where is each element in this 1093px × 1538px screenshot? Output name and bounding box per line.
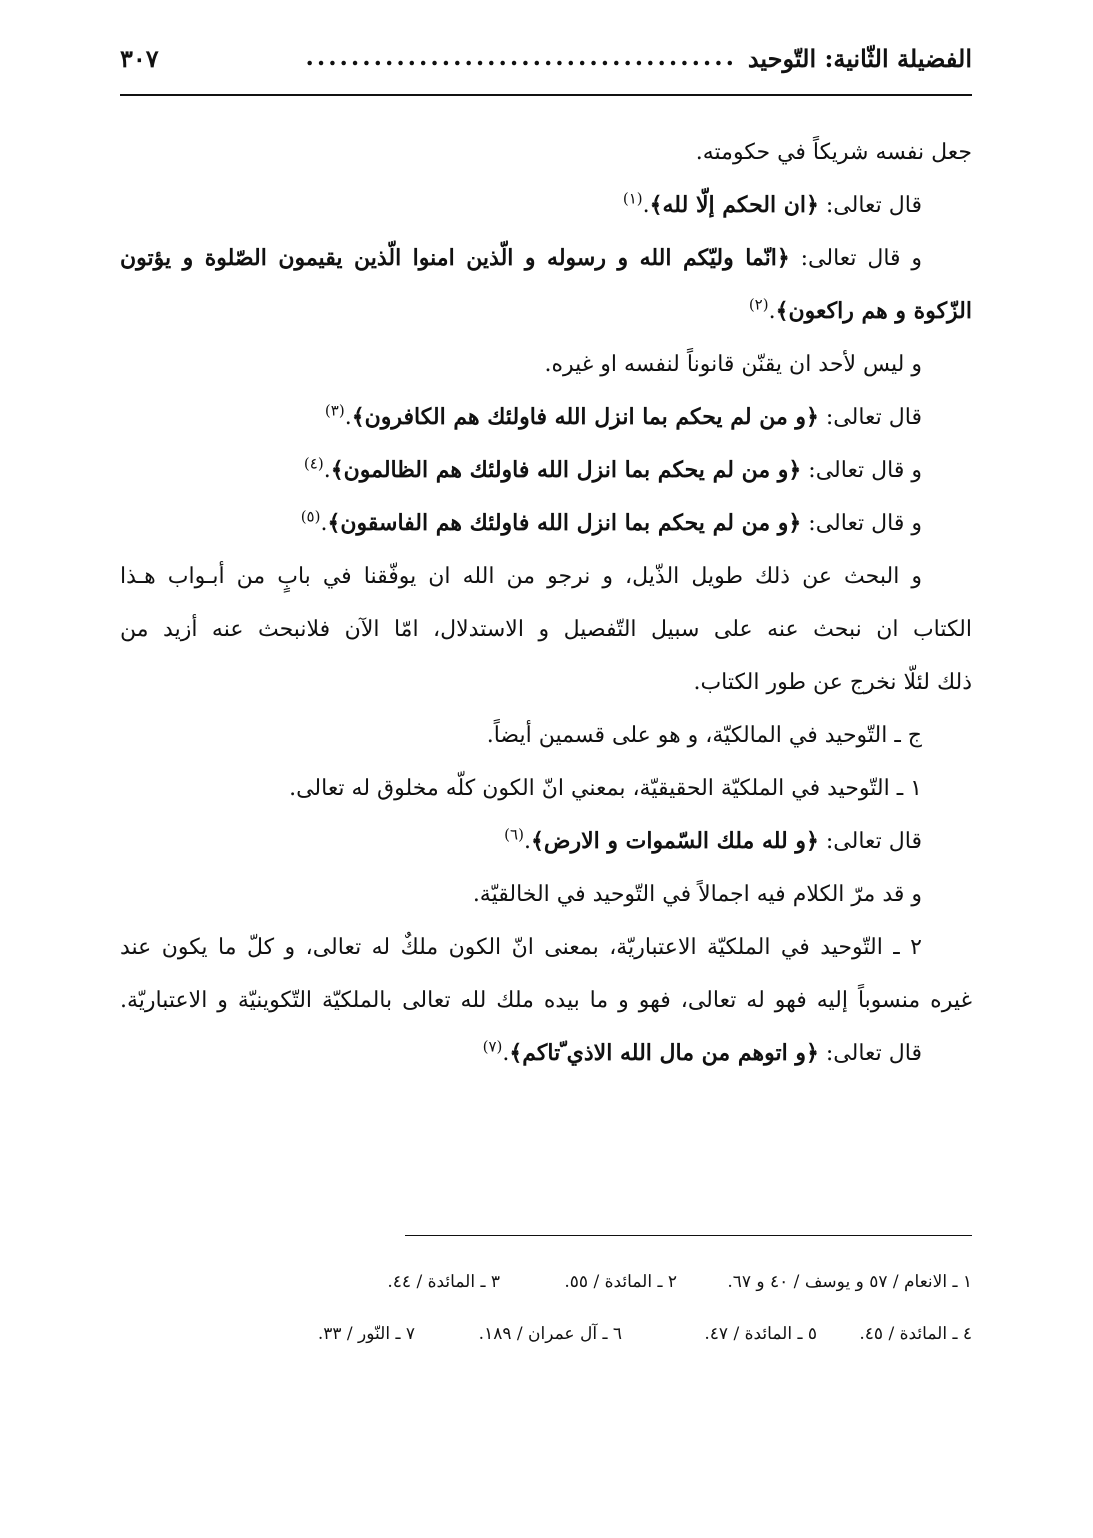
footnote-divider — [405, 1235, 972, 1236]
quran-quote: ﴿و من لم يحكم بما انزل الله فاولئك هم الظالمون﴾ — [330, 457, 802, 483]
verse-line: قال تعالى: ﴿و من لم يحكم بما انزل الله فاولئك هم الكافرون﴾.$^{(٣)}$ — [324, 401, 922, 430]
quran-quote: ﴿انّما وليّكم الله و رسوله و الّذين امنوا الّذين يقيمون الصّلوة و يؤتون — [120, 245, 790, 271]
leader-dots: ...................................... — [305, 42, 737, 71]
verse-line: و قال تعالى: ﴿و من لم يحكم بما انزل الله فاولئك هم الفاسقون﴾.$^{(٥)}$ — [300, 507, 922, 536]
quran-quote: ﴿و لله ملك السّموات و الارض﴾ — [530, 828, 819, 854]
quran-quote: ﴿و من لم يحكم بما انزل الله فاولئك هم الكافرون﴾ — [351, 404, 819, 430]
text-line: جعل نفسه شريكاً في حكومته. — [695, 140, 972, 165]
quran-quote: ﴿و اتوهم من مال الله الاذي ّتاكم﴾ — [509, 1040, 819, 1066]
text-line: ٢ ـ التّوحيد في الملكيّة الاعتباريّة، بمعنى انّ الكون ملكٌ له تعالى، و كلّ ما يكون عند — [120, 935, 922, 960]
text-line: الكتاب ان نبحث عنه على سبيل التّفصيل و الاستدلال، امّا الآن فلانبحث عنه أزيد من — [120, 617, 972, 642]
page-number: ٣٠٧ — [120, 44, 159, 73]
quran-quote: ﴿ان الحكم إلّا لله﴾ — [649, 192, 819, 218]
footnote-ref: (٥) — [300, 507, 321, 526]
footnote-ref: (٦) — [504, 825, 524, 844]
text-line: غيره منسوباً إليه فهو له تعالى، فهو و ما بيده ملك لله تعالى بالملكيّة التّكوينيّة و الاعتباريّة. — [120, 988, 972, 1013]
footnote: ١ ـ الانعام / ٥٧ و يوسف / ٤٠ و ٦٧. — [727, 1272, 972, 1292]
text-line: و البحث عن ذلك طويل الذّيل، و نرجو من الله ان يوفّقنا في بابٍ من أبـواب هـذا — [120, 564, 922, 589]
quran-quote: الزّكوة و هم راكعون﴾ — [775, 298, 972, 324]
text-line: ذلك لئلّا نخرج عن طور الكتاب. — [693, 670, 972, 695]
main-text — [120, 126, 972, 1080]
text-line: ١ ـ التّوحيد في الملكيّة الحقيقيّة، بمعني انّ الكون كلّه مخلوق له تعالى. — [289, 776, 922, 801]
chapter-title: الفضيلة الثّانية: التّوحيد — [747, 44, 972, 73]
footnote: ٢ ـ المائدة / ٥٥. — [564, 1272, 677, 1292]
footnote-ref: (٣) — [324, 401, 345, 420]
footnote: ٧ ـ النّور / ٣٣. — [317, 1324, 415, 1344]
verse-line: و قال تعالى: ﴿و من لم يحكم بما انزل الله فاولئك هم الظالمون﴾.$^{(٤)}$ — [303, 454, 922, 483]
verse-line: قال تعالى: ﴿ان الحكم إلّا لله﴾.$^{(١)}$ — [622, 189, 922, 218]
verse-line: قال تعالى: ﴿و لله ملك السّموات و الارض﴾.$^{(٦)}$ — [504, 825, 922, 854]
verse-line: و قال تعالى: ﴿انّما وليّكم الله و رسوله و الّذين امنوا الّذين يقيمون الصّلوة و يؤتون — [120, 245, 922, 271]
running-header — [120, 38, 972, 96]
footnote: ٥ ـ المائدة / ٤٧. — [704, 1324, 817, 1344]
footnote-ref: (٧) — [482, 1037, 503, 1056]
footnote-ref: (١) — [622, 189, 643, 208]
verse-line: قال تعالى: ﴿و اتوهم من مال الله الاذي ّتاكم﴾.$^{(٧)}$ — [482, 1037, 922, 1066]
text-line: و قد مرّ الكلام فيه اجمالاً في التّوحيد في الخالقيّة. — [472, 882, 922, 907]
footnote-ref: (٤) — [303, 454, 324, 473]
footnote-ref: (٢) — [748, 295, 769, 314]
footnote: ٣ ـ المائدة / ٤٤. — [387, 1272, 500, 1292]
footnotes-row-2 — [120, 1316, 972, 1352]
footnote: ٦ ـ آل عمران / ١٨٩. — [478, 1324, 622, 1344]
text-line: ج ـ التّوحيد في المالكيّة، و هو على قسمين أيضاً. — [486, 723, 922, 748]
quran-quote: ﴿و من لم يحكم بما انزل الله فاولئك هم الفاسقون﴾ — [327, 510, 802, 536]
verse-line: الزّكوة و هم راكعون﴾.$^{(٢)}$ — [748, 295, 972, 324]
footnote: ٤ ـ المائدة / ٤٥. — [859, 1324, 972, 1344]
text-line: و ليس لأحد ان يقنّن قانوناً لنفسه او غيره. — [544, 352, 922, 377]
footnotes-row-1 — [120, 1264, 972, 1300]
